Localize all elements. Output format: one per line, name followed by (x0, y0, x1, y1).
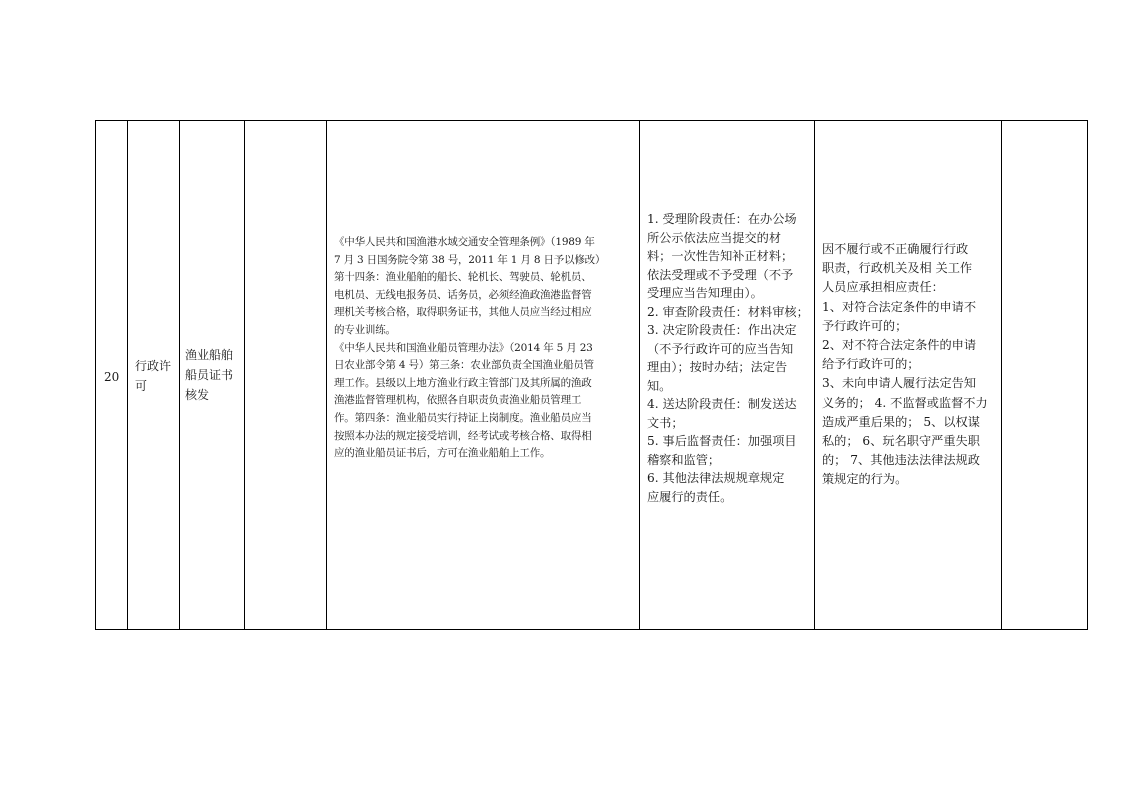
column-divider (127, 120, 128, 630)
table-left-border (95, 120, 96, 630)
row-number-cell: 20 (104, 370, 120, 384)
table-right-border (1087, 120, 1088, 630)
column-divider (179, 120, 180, 630)
responsibility-table (95, 120, 1088, 630)
column-divider (326, 120, 327, 630)
item-name-cell: 渔业船舶 船员证书 核发 (185, 348, 234, 402)
column-divider (639, 120, 640, 630)
responsibility-cell: 1. 受理阶段责任：在办公场 所公示依法应当提交的材 料；一次性告知补正材料； 依法受理或不予受理（不予 受理应当告知理由）。 2. 审查阶段责任：材料审核； 3. 决定阶段责任：作出决定 （不予行政许可的应当告知 理由）；按时办结；法定告 知。 4. 送达阶段责任：制发送达 文书； 5. 事后监督责任：加强项目 稽察和监管； 6. 其他法律法规规章规定 应履行的责任。 (647, 212, 809, 504)
column-divider (244, 120, 245, 630)
category-cell: 行政许 可 (135, 359, 172, 393)
legal-basis-cell: 《中华人民共和国渔港水域交通安全管理条例》（1989 年 7 月 3 日国务院令第 38 号，2011 年 1 月 8 日予以修改） 第十四条：渔业船舶的船长、轮机长、驾驶员、轮机员、 电机员、无线电报务员、话务员，必须经渔政渔港监督管 理机关考核合格，取得职务证书，其他人员应当经过相应 的专业训练。 《中华人民共和国渔业船员管理办法》（2014 年 5 月 23 日农业部令第 4 号）第三条：农业部负责全国渔业船员管 理工作。县级以上地方渔业行政主管部门及其所属的渔政 渔港监督管理机构，依照各自职责负责渔业船员管理工 作。第四条：渔业船员实行持证上岗制度。渔业船员应当 按照本办法的规定接受培训，经考试或考核合格、取得相 应的渔业船员证书后，方可在渔业船舶上工作。 (334, 236, 606, 460)
column-divider (1001, 120, 1002, 630)
liability-cell: 因不履行或不正确履行行政 职责，行政机关及相 关工作 人员应承担相应责任： 1、对符合法定条件的申请不 予行政许可的； 2、对不符合法定条件的申请 给予行政许可的； 3、未向申请人履行法定告知 义务的； 4. 不监督或监督不力 造成严重后果的； 5、以权谋 私的； 6、玩名职守严重失职 的； 7、其他违法法律法规政 策规定的行为。 (822, 242, 988, 487)
column-divider (814, 120, 815, 630)
